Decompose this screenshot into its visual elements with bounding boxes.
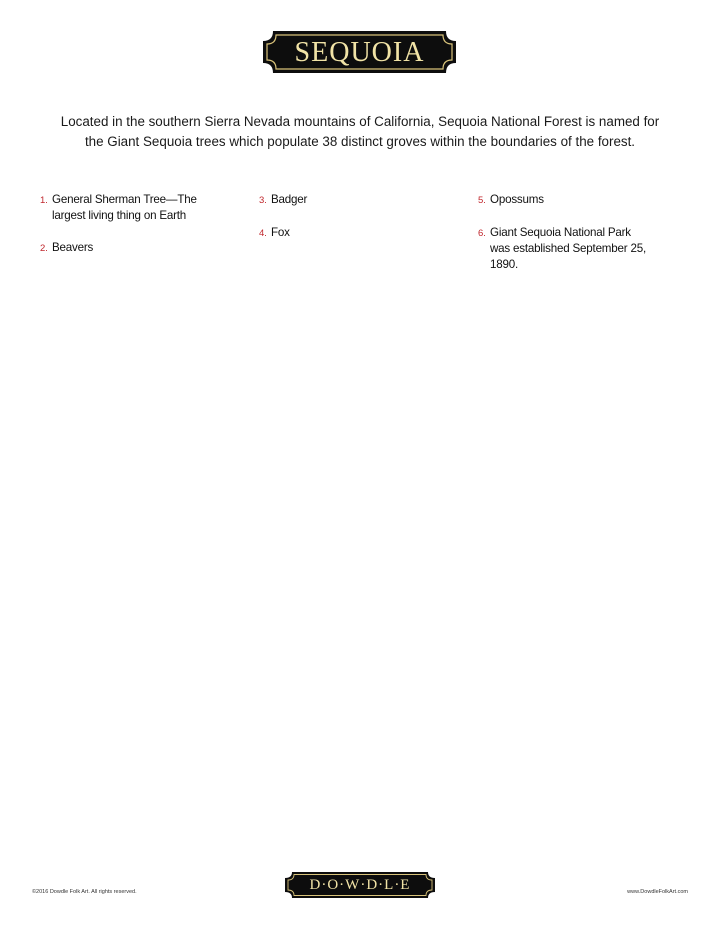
intro-paragraph: Located in the southern Sierra Nevada mountains of California, Sequoia National Forest is named for the Giant Sequoia trees which populate 38 distinct groves within the boundaries of the forest. bbox=[60, 114, 660, 149]
answer-item-1 bbox=[40, 192, 200, 224]
answer-text: Giant Sequoia National Park was established September 25, 1890. bbox=[490, 226, 646, 271]
answer-list bbox=[0, 0, 720, 300]
answer-text: Beavers bbox=[52, 241, 94, 254]
answer-text: Opossums bbox=[490, 193, 544, 206]
answer-item-3 bbox=[259, 192, 419, 209]
copyright-text: ©2016 Dowdle Folk Art. All rights reserved. bbox=[32, 889, 137, 895]
answer-number: 1. bbox=[40, 195, 48, 206]
answer-number: 4. bbox=[259, 228, 267, 239]
page-title: SEQUOIA bbox=[294, 36, 425, 68]
answer-item-6 bbox=[478, 225, 648, 273]
answer-item-2 bbox=[40, 240, 200, 257]
answer-number: 6. bbox=[478, 228, 486, 239]
answer-number: 2. bbox=[40, 243, 48, 254]
answer-item-4 bbox=[259, 225, 419, 242]
answer-text: Fox bbox=[271, 226, 290, 239]
website-link[interactable]: www.DowdleFolkArt.com bbox=[627, 889, 688, 895]
answer-number: 3. bbox=[259, 195, 267, 206]
answer-item-5 bbox=[478, 192, 648, 209]
answer-number: 5. bbox=[478, 195, 486, 206]
brand-logo bbox=[285, 872, 435, 898]
answer-text: Badger bbox=[271, 193, 308, 206]
brand-name: D·O·W·D·L·E bbox=[309, 876, 411, 893]
answer-text: General Sherman Tree—The largest living thing on Earth bbox=[52, 193, 197, 222]
